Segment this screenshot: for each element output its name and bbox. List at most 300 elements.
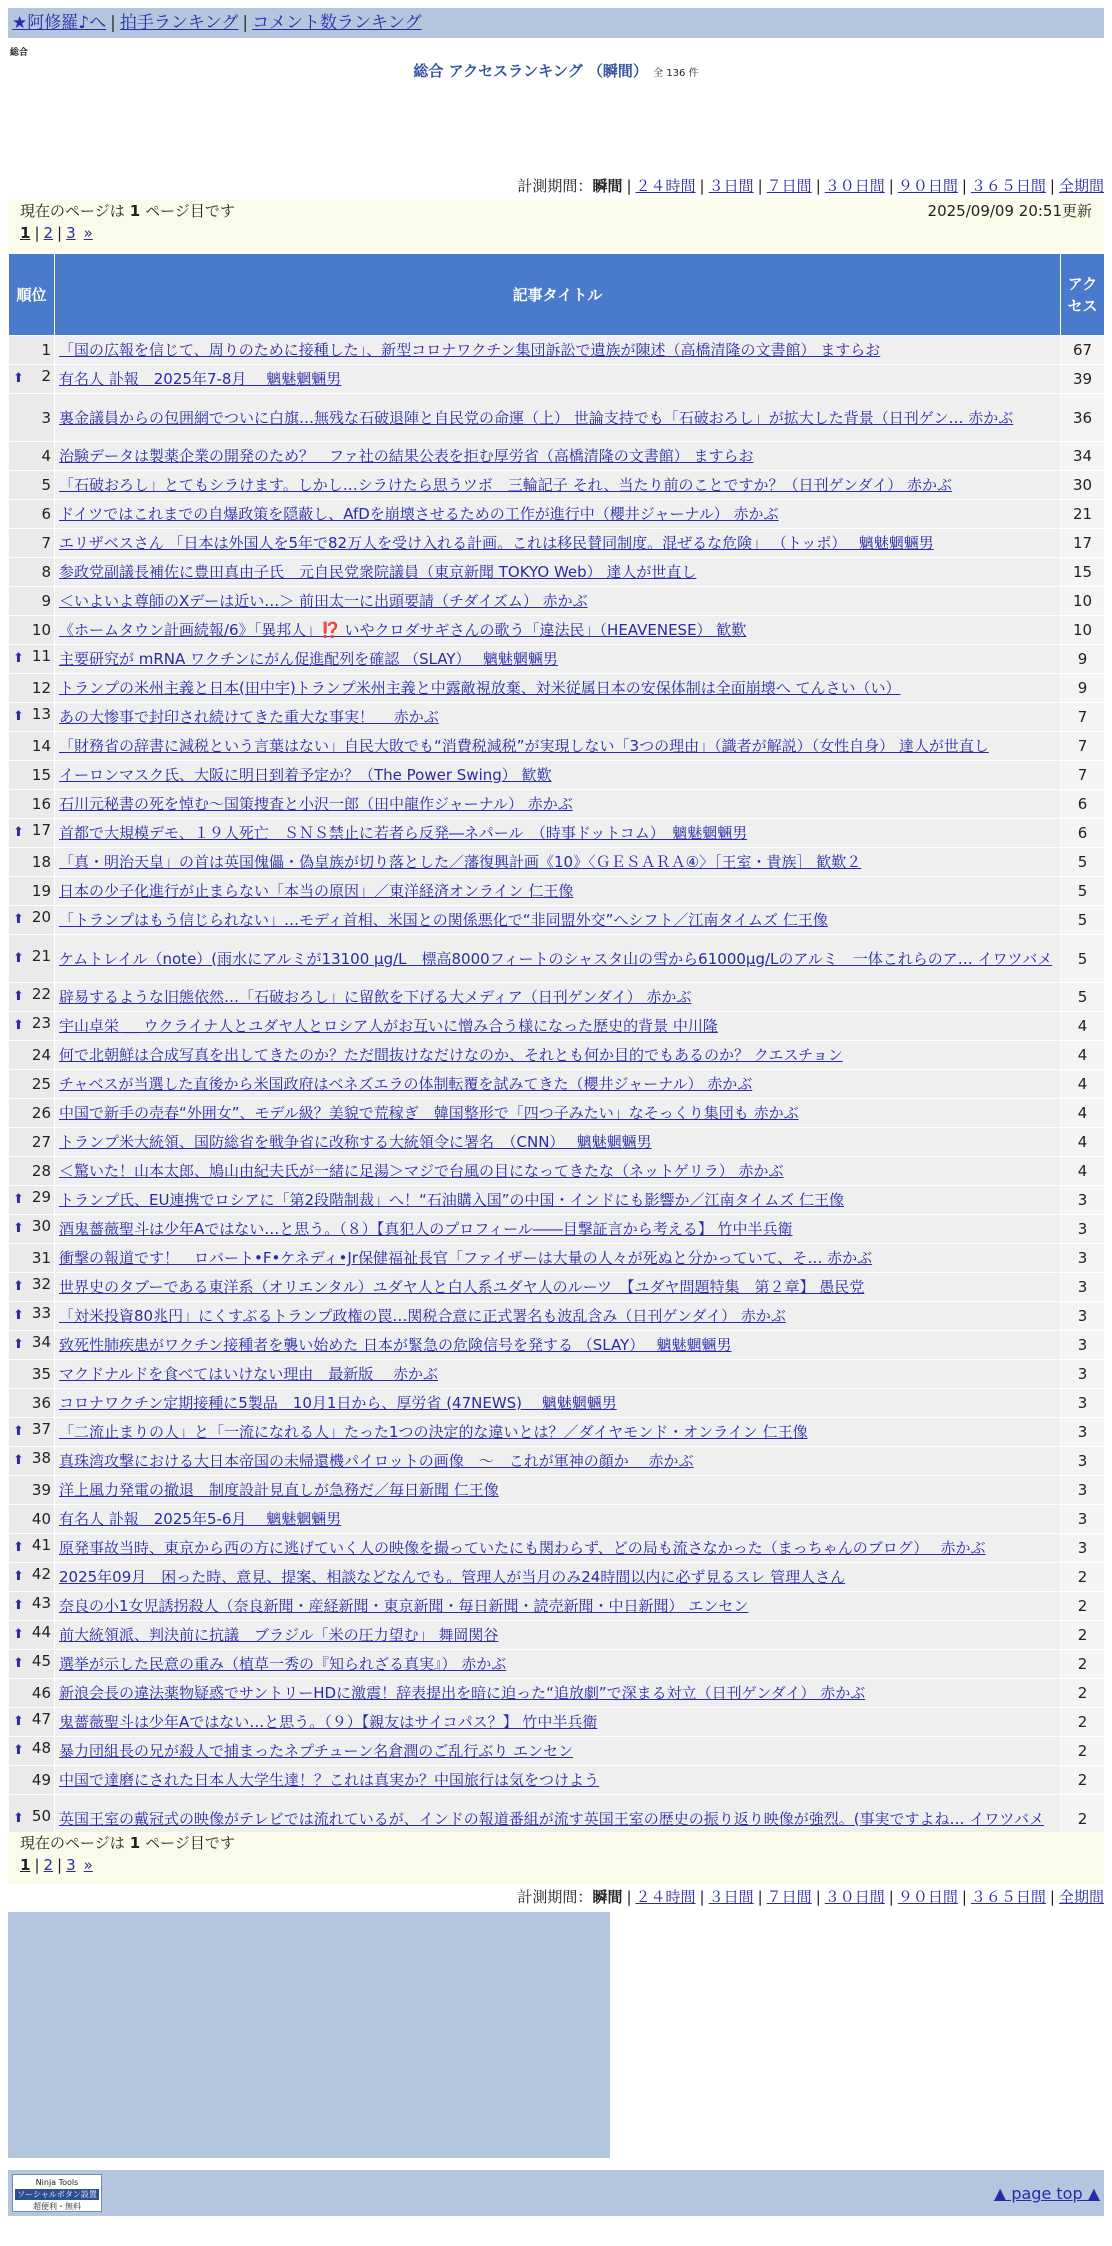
access-count: 3 bbox=[1061, 1534, 1105, 1563]
table-row bbox=[9, 732, 1105, 761]
article-link[interactable]: 石川元秘書の死を悼む〜国策捜査と小沢一郎（田中龍作ジャーナル） 赤かぶ bbox=[59, 795, 573, 813]
rank-up-icon: ⬆ bbox=[13, 950, 24, 966]
updated-timestamp: 2025/09/09 20:51更新 bbox=[927, 202, 1092, 220]
article-link[interactable]: マクドナルドを食べてはいけない理由 最新版 赤かぶ bbox=[59, 1365, 439, 1383]
article-link[interactable]: 治験データは製薬企業の開発のため？ ファ社の結果公表を拒む厚労省（高橋清隆の文書館） ますらお bbox=[59, 447, 754, 465]
rank-cell bbox=[9, 645, 55, 674]
page-link-4[interactable]: » bbox=[83, 224, 93, 242]
rank-cell bbox=[9, 1708, 55, 1737]
article-link[interactable]: 前大統領派、判決前に抗議 ブラジル「米の圧力望む」 舞岡関谷 bbox=[59, 1626, 499, 1644]
table-row bbox=[9, 471, 1105, 500]
rank-number: 29 bbox=[31, 1188, 51, 1206]
page-link-3[interactable]: 3 bbox=[66, 224, 76, 242]
rank-number: 39 bbox=[31, 1481, 51, 1499]
table-row bbox=[9, 1244, 1105, 1273]
rank-cell bbox=[9, 336, 55, 365]
top-period-7[interactable]: 全期間 bbox=[1058, 177, 1104, 195]
top-period-1[interactable]: ２４時間 bbox=[635, 177, 696, 195]
period-separator: | bbox=[699, 1888, 705, 1906]
rank-number: 41 bbox=[31, 1536, 51, 1554]
access-count: 3 bbox=[1061, 1389, 1105, 1418]
page-link-2[interactable]: 2 bbox=[43, 1856, 54, 1874]
rank-cell bbox=[9, 1418, 55, 1447]
access-count: 2 bbox=[1061, 1766, 1105, 1795]
article-link[interactable]: 衝撃の報道です！ ロバート•F•ケネディ•Jr保健福祉長官「ファイザーは大量の人々が死ぬと分かっていて、そ… 赤かぶ bbox=[59, 1249, 873, 1267]
table-row bbox=[9, 1679, 1105, 1708]
period-label: 計測期間： bbox=[517, 1888, 593, 1906]
bottom-period-2[interactable]: ３日間 bbox=[708, 1888, 754, 1906]
rank-cell bbox=[9, 1099, 55, 1128]
table-row bbox=[9, 674, 1105, 703]
access-count: 30 bbox=[1061, 471, 1105, 500]
header-access: アクセス bbox=[1061, 254, 1105, 336]
access-count: 9 bbox=[1061, 674, 1105, 703]
table-row bbox=[9, 1563, 1105, 1592]
bottom-period-1[interactable]: ２４時間 bbox=[635, 1888, 696, 1906]
table-row bbox=[9, 529, 1105, 558]
article-link[interactable]: 酒鬼薔薇聖斗は少年Aではない…と思う。（８）【真犯人のプロフィール――目撃証言から考える】 竹中半兵衛 bbox=[59, 1220, 793, 1238]
article-link[interactable]: 原発事故当時、東京から西の方に逃げていく人の映像を撮っていたにも関わらず、どの局も流さなかった（まっちゃんのブログ） 赤かぶ bbox=[59, 1539, 986, 1557]
rank-cell bbox=[9, 935, 55, 983]
article-link[interactable]: 「国の広報を信じて、周りのために接種した」、新型コロナワクチン集団訴訟で遺族が陳述（高橋清隆の文書館） ますらお bbox=[59, 341, 881, 359]
access-count: 2 bbox=[1061, 1621, 1105, 1650]
bottom-period-3[interactable]: ７日間 bbox=[766, 1888, 812, 1906]
access-count: 34 bbox=[1061, 442, 1105, 471]
rank-number: 25 bbox=[31, 1075, 51, 1093]
article-link[interactable]: 英国王室の戴冠式の映像がテレビでは流れているが、インドの報道番組が流す英国王室の歴史の振り返り映像が強烈。(事実ですよね… イワツバメ bbox=[59, 1809, 1045, 1828]
rank-number: 33 bbox=[31, 1304, 51, 1322]
article-link[interactable]: 参政党副議長補佐に豊田真由子氏 元自民党衆院議員（東京新聞 TOKYO Web） 達人が世直し bbox=[59, 563, 697, 581]
rank-number: 32 bbox=[31, 1275, 51, 1293]
bottom-period-4[interactable]: ３０日間 bbox=[824, 1888, 885, 1906]
table-row bbox=[9, 1128, 1105, 1157]
access-count: 21 bbox=[1061, 500, 1105, 529]
current-page-text bbox=[20, 200, 235, 222]
rank-cell bbox=[9, 616, 55, 645]
rank-number: 44 bbox=[31, 1623, 51, 1641]
rank-number: 23 bbox=[31, 1014, 51, 1032]
article-link[interactable]: 裏金議員からの包囲網でついに白旗…無残な石破退陣と自民党の命運（上） 世論支持でも「石破おろし」が拡大した背景（日刊ゲン… 赤かぶ bbox=[59, 408, 1014, 427]
title-cell bbox=[55, 732, 1061, 761]
rank-number: 2 bbox=[41, 367, 51, 385]
rank-up-icon: ⬆ bbox=[13, 912, 24, 927]
table-row bbox=[9, 1418, 1105, 1447]
rank-cell bbox=[9, 703, 55, 732]
rank-up-icon: ⬆ bbox=[13, 1540, 24, 1555]
article-link[interactable]: 選挙が示した民意の重み（植草一秀の『知られざる真実』） 赤かぶ bbox=[59, 1655, 507, 1673]
rank-number: 43 bbox=[31, 1594, 51, 1612]
title-cell bbox=[55, 587, 1061, 616]
rank-number: 30 bbox=[31, 1217, 51, 1235]
table-row bbox=[9, 1215, 1105, 1244]
rank-number: 10 bbox=[31, 621, 51, 639]
access-count: 3 bbox=[1061, 1186, 1105, 1215]
article-link[interactable]: 《ホームタウン計画続報/6》「異邦人」⁉️ いやクロダサギさんの歌う「違法民」（HEAVENESE） 歓歎 bbox=[59, 621, 747, 639]
title-cell bbox=[55, 1650, 1061, 1679]
article-link[interactable]: トランプの米州主義と日本(田中宇)トランプ米州主義と中露敵視放棄、対米従属日本の安保体制は全面崩壊へ てんさい（い） bbox=[59, 679, 901, 697]
title-cell bbox=[55, 1621, 1061, 1650]
rank-cell bbox=[9, 1128, 55, 1157]
access-count: 7 bbox=[1061, 732, 1105, 761]
rank-cell bbox=[9, 1186, 55, 1215]
article-link[interactable]: 致死性肺疾患がワクチン接種者を襲い始めた 日本が緊急の危険信号を発する （SLAY） 魑魅魍魎男 bbox=[59, 1336, 732, 1354]
table-row bbox=[9, 1592, 1105, 1621]
access-count: 6 bbox=[1061, 790, 1105, 819]
title-cell bbox=[55, 761, 1061, 790]
rank-cell bbox=[9, 1592, 55, 1621]
rank-cell bbox=[9, 1389, 55, 1418]
access-count: 3 bbox=[1061, 1331, 1105, 1360]
article-link[interactable]: 鬼薔薇聖斗は少年Aではない…と思う。（９）【親友はサイコパス？】 竹中半兵衛 bbox=[59, 1713, 598, 1731]
access-count: 3 bbox=[1061, 1215, 1105, 1244]
article-link[interactable]: ドイツではこれまでの自爆政策を隠蔽し、AfDを崩壊させるための工作が進行中（櫻井ジャーナル） 赤かぶ bbox=[59, 505, 779, 523]
table-row bbox=[9, 819, 1105, 848]
rank-number: 48 bbox=[31, 1739, 51, 1757]
title-cell bbox=[55, 1737, 1061, 1766]
article-link[interactable]: 「対米投資80兆円」にくすぶるトランプ政権の罠…関税合意に正式署名も波乱含み（日刊ゲンダイ） 赤かぶ bbox=[59, 1307, 786, 1325]
article-link[interactable]: 奈良の小1女児誘拐殺人（奈良新聞・産経新聞・東京新聞・毎日新聞・読売新聞・中日新聞） エンセン bbox=[59, 1597, 749, 1615]
title-cell bbox=[55, 819, 1061, 848]
article-link[interactable]: ＜驚いた！山本太郎、鳩山由紀夫氏が一緒に足湯＞マジで台風の目になってきたな（ネットゲリラ） 赤かぶ bbox=[59, 1162, 784, 1180]
access-count: 2 bbox=[1061, 1563, 1105, 1592]
badge-line2: ソーシャルボタン設置 bbox=[15, 2189, 99, 2200]
period-separator: | bbox=[888, 177, 894, 195]
article-link[interactable]: 「財務省の辞書に減税という言葉はない」自民大敗でも“消費税減税”が実現しない「3つの理由」（識者が解説）（女性自身） 達人が世直し bbox=[59, 737, 989, 755]
access-count: 17 bbox=[1061, 529, 1105, 558]
article-link[interactable]: 首都で大規模デモ、１９人死亡 ＳＮＳ禁止に若者ら反発―ネパール （時事ドットコム） 魑魅魍魎男 bbox=[59, 824, 748, 842]
rank-number: 3 bbox=[41, 408, 51, 427]
article-link[interactable]: 洋上風力発電の撤退 制度設計見直しが急務だ／毎日新聞 仁王像 bbox=[59, 1481, 499, 1499]
access-count: 9 bbox=[1061, 645, 1105, 674]
page-top-link[interactable]: ▲ page top ▲ bbox=[993, 2184, 1100, 2203]
period-separator: | bbox=[757, 1888, 763, 1906]
article-link[interactable]: 有名人 訃報 2025年7-8月 魑魅魍魎男 bbox=[59, 370, 342, 388]
access-count: 3 bbox=[1061, 1244, 1105, 1273]
access-count: 15 bbox=[1061, 558, 1105, 587]
article-link[interactable]: 新浪会長の違法薬物疑惑でサントリーHDに激震！辞表提出を暗に迫った“追放劇”で深まる対立（日刊ゲンダイ） 赤かぶ bbox=[59, 1684, 866, 1702]
rank-cell bbox=[9, 1737, 55, 1766]
rank-cell bbox=[9, 1360, 55, 1389]
title-cell bbox=[55, 1360, 1061, 1389]
rank-cell bbox=[9, 761, 55, 790]
rank-up-icon: ⬆ bbox=[13, 651, 24, 666]
title-cell bbox=[55, 848, 1061, 877]
rank-cell bbox=[9, 1621, 55, 1650]
period-separator: | bbox=[626, 177, 632, 195]
article-link[interactable]: 世界史のタブーである東洋系（オリエンタル）ユダヤ人と白人系ユダヤ人のルーツ 【ユダヤ問題特集 第２章】 愚民党 bbox=[59, 1278, 865, 1296]
title-cell bbox=[55, 1418, 1061, 1447]
table-row bbox=[9, 616, 1105, 645]
rank-number: 24 bbox=[31, 1046, 51, 1064]
table-row bbox=[9, 877, 1105, 906]
title-cell bbox=[55, 1563, 1061, 1592]
rank-cell bbox=[9, 983, 55, 1012]
rank-number: 15 bbox=[31, 766, 51, 784]
article-link[interactable]: 辟易するような旧態依然…「石破おろし」に留飲を下げる大メディア（日刊ゲンダイ） 赤かぶ bbox=[59, 988, 692, 1006]
access-count: 3 bbox=[1061, 1302, 1105, 1331]
rank-number: 37 bbox=[31, 1420, 51, 1438]
table-row bbox=[9, 1737, 1105, 1766]
article-link[interactable]: 「石破おろし」とてもシラけます。しかし…シラけたら思うツボ 三輪記子 それ、当たり前のことですか？（日刊ゲンダイ） 赤かぶ bbox=[59, 476, 953, 494]
table-row bbox=[9, 1041, 1105, 1070]
rank-cell bbox=[9, 1679, 55, 1708]
footer bbox=[8, 2170, 1104, 2216]
article-link[interactable]: あの大惨事で封印され続けてきた重大な事実！ 赤かぶ bbox=[59, 708, 439, 726]
rank-cell bbox=[9, 1215, 55, 1244]
bottom-period-6[interactable]: ３６５日間 bbox=[970, 1888, 1046, 1906]
title-cell bbox=[55, 906, 1061, 935]
rank-up-icon: ⬆ bbox=[13, 1192, 24, 1207]
top-period-4[interactable]: ３０日間 bbox=[824, 177, 885, 195]
pager-separator: | bbox=[34, 1856, 40, 1874]
rank-number: 7 bbox=[41, 534, 51, 552]
period-separator: | bbox=[699, 177, 705, 195]
top-period-6[interactable]: ３６５日間 bbox=[970, 177, 1046, 195]
rank-up-icon: ⬆ bbox=[13, 989, 24, 1004]
table-row bbox=[9, 1708, 1105, 1737]
rank-number: 40 bbox=[31, 1510, 51, 1528]
article-link[interactable]: 有名人 訃報 2025年5-6月 魑魅魍魎男 bbox=[59, 1510, 342, 1528]
rank-cell bbox=[9, 442, 55, 471]
access-count: 10 bbox=[1061, 587, 1105, 616]
title-cell bbox=[55, 790, 1061, 819]
article-link[interactable]: エリザベスさん 「日本は外国人を5年で82万人を受け入れる計画。これは移民賛同制度。混ぜるな危険」 （トッポ） 魑魅魍魎男 bbox=[59, 534, 934, 552]
rank-up-icon: ⬆ bbox=[13, 1598, 24, 1613]
access-count: 4 bbox=[1061, 1070, 1105, 1099]
nav-separator: | bbox=[110, 13, 116, 33]
header-title: 記事タイトル bbox=[55, 254, 1061, 336]
table-row bbox=[9, 1331, 1105, 1360]
period-separator: | bbox=[1049, 1888, 1055, 1906]
article-link[interactable]: チャベスが当選した直後から米国政府はベネズエラの体制転覆を試みてきた（櫻井ジャーナル） 赤かぶ bbox=[59, 1075, 753, 1093]
article-link[interactable]: 中国で達磨にされた日本人大学生達！？これは真実か？中国旅行は気をつけよう bbox=[59, 1771, 600, 1789]
access-count: 2 bbox=[1061, 1592, 1105, 1621]
table-row bbox=[9, 394, 1105, 442]
rank-cell bbox=[9, 1070, 55, 1099]
title-cell bbox=[55, 1186, 1061, 1215]
access-count: 3 bbox=[1061, 1273, 1105, 1302]
rank-cell bbox=[9, 1505, 55, 1534]
rank-up-icon: ⬆ bbox=[13, 1627, 24, 1642]
article-link[interactable]: 何で北朝鮮は合成写真を出してきたのか？ただ間抜けなだけなのか、それとも何か目的でもあるのか？ クエスチョン bbox=[59, 1046, 843, 1064]
table-row bbox=[9, 1766, 1105, 1795]
page-link-4[interactable]: » bbox=[83, 1856, 93, 1874]
access-count: 39 bbox=[1061, 365, 1105, 394]
article-link[interactable]: 日本の少子化進行が止まらない「本当の原因」／東洋経済オンライン 仁王像 bbox=[59, 882, 574, 900]
table-row bbox=[9, 365, 1105, 394]
article-link[interactable]: 中国で新手の売春“外囲女”、モデル級？美貌で荒稼ぎ 韓国整形で「四つ子みたい」なそっくり集団も 赤かぶ bbox=[59, 1104, 799, 1122]
rank-number: 18 bbox=[31, 853, 51, 871]
current-page-text bbox=[20, 1832, 235, 1854]
access-count: 10 bbox=[1061, 616, 1105, 645]
rank-cell bbox=[9, 819, 55, 848]
social-button-badge[interactable] bbox=[12, 2174, 102, 2212]
bottom-period-5[interactable]: ９０日間 bbox=[897, 1888, 958, 1906]
article-link[interactable]: コロナワクチン定期接種に5製品 10月1日から、厚労省 (47NEWS) 魑魅魍魎男 bbox=[59, 1394, 617, 1412]
rank-cell bbox=[9, 1534, 55, 1563]
pager-separator bbox=[76, 224, 84, 242]
title-text: 総合 アクセスランキング （瞬間） bbox=[413, 62, 648, 80]
table-row bbox=[9, 1389, 1105, 1418]
rank-number: 38 bbox=[31, 1449, 51, 1467]
page-link-1[interactable]: 1 bbox=[20, 224, 31, 242]
access-count: 5 bbox=[1061, 877, 1105, 906]
access-count: 4 bbox=[1061, 1128, 1105, 1157]
total-count: 全 136 件 bbox=[653, 68, 699, 79]
access-count: 5 bbox=[1061, 935, 1105, 983]
access-count: 2 bbox=[1061, 1679, 1105, 1708]
rank-number: 4 bbox=[41, 447, 51, 465]
title-cell bbox=[55, 1331, 1061, 1360]
table-row bbox=[9, 1070, 1105, 1099]
page-link-2[interactable]: 2 bbox=[43, 224, 54, 242]
asyura-home-link[interactable]: ★阿修羅♪へ bbox=[12, 13, 107, 33]
rank-cell bbox=[9, 1273, 55, 1302]
bottom-period-7[interactable]: 全期間 bbox=[1058, 1888, 1104, 1906]
rank-number: 21 bbox=[31, 946, 51, 965]
article-link[interactable]: トランプ米大統領、国防総省を戦争省に改称する大統領令に署名 （CNN） 魑魅魍魎男 bbox=[59, 1133, 652, 1151]
page-link-3[interactable]: 3 bbox=[66, 1856, 76, 1874]
access-count: 5 bbox=[1061, 848, 1105, 877]
title-cell bbox=[55, 1244, 1061, 1273]
applause-ranking-link[interactable]: 拍手ランキング bbox=[119, 13, 239, 33]
title-cell bbox=[55, 1476, 1061, 1505]
rank-cell bbox=[9, 790, 55, 819]
pager-separator: | bbox=[34, 224, 40, 242]
rank-number: 45 bbox=[31, 1652, 51, 1670]
table-row bbox=[9, 935, 1105, 983]
title-cell bbox=[55, 1389, 1061, 1418]
title-cell bbox=[55, 1679, 1061, 1708]
article-link[interactable]: トランプ氏、EU連携でロシアに「第2段階制裁」へ！“石油購入国”の中国・インドにも影響か／江南タイムズ 仁王像 bbox=[59, 1191, 845, 1209]
page-title bbox=[0, 60, 1112, 81]
rank-cell bbox=[9, 1302, 55, 1331]
top-period-5[interactable]: ９０日間 bbox=[897, 177, 958, 195]
title-cell bbox=[55, 1041, 1061, 1070]
top-period-2[interactable]: ３日間 bbox=[708, 177, 754, 195]
pager-top bbox=[8, 200, 1104, 252]
title-cell bbox=[55, 645, 1061, 674]
access-count: 3 bbox=[1061, 1418, 1105, 1447]
rank-number: 28 bbox=[31, 1162, 51, 1180]
rank-cell bbox=[9, 558, 55, 587]
top-navigation bbox=[8, 8, 1104, 38]
title-cell bbox=[55, 703, 1061, 732]
table-row bbox=[9, 1534, 1105, 1563]
article-link[interactable]: 「二流止まりの人」と「一流になれる人」たった1つの決定的な違いとは？／ダイヤモンド・オンライン 仁王像 bbox=[59, 1423, 808, 1441]
rank-cell bbox=[9, 529, 55, 558]
article-link[interactable]: イーロンマスク氏、大阪に明日到着予定か？（The Power Swing） 歓歎 bbox=[59, 766, 552, 784]
rank-number: 8 bbox=[41, 563, 51, 581]
article-link[interactable]: 真珠湾攻撃における大日本帝国の未帰還機パイロットの画像 〜 これが軍神の顔か 赤かぶ bbox=[59, 1452, 694, 1470]
title-cell bbox=[55, 877, 1061, 906]
rank-cell bbox=[9, 732, 55, 761]
rank-cell bbox=[9, 500, 55, 529]
article-link[interactable]: ＜いよいよ尊師のXデーは近い…＞ 前田太一に出頭要請（チダイズム） 赤かぶ bbox=[59, 592, 588, 610]
title-cell bbox=[55, 336, 1061, 365]
title-cell bbox=[55, 529, 1061, 558]
table-row bbox=[9, 1273, 1105, 1302]
access-count: 3 bbox=[1061, 1360, 1105, 1389]
title-cell bbox=[55, 1099, 1061, 1128]
rank-number: 42 bbox=[31, 1565, 51, 1583]
rank-cell bbox=[9, 1447, 55, 1476]
title-cell bbox=[55, 1302, 1061, 1331]
title-cell bbox=[55, 616, 1061, 645]
title-cell bbox=[55, 442, 1061, 471]
rank-number: 26 bbox=[31, 1104, 51, 1122]
header-rank: 順位 bbox=[9, 254, 55, 336]
rank-cell bbox=[9, 394, 55, 442]
rank-number: 22 bbox=[31, 985, 51, 1003]
table-row bbox=[9, 1447, 1105, 1476]
rank-up-icon: ⬆ bbox=[13, 1337, 24, 1352]
nav-separator: | bbox=[242, 13, 249, 33]
access-count: 2 bbox=[1061, 1737, 1105, 1766]
access-count: 6 bbox=[1061, 819, 1105, 848]
rank-up-icon: ⬆ bbox=[13, 1656, 24, 1671]
current-page-number: 1 bbox=[129, 1834, 141, 1852]
table-row bbox=[9, 703, 1105, 732]
current-page-suffix: ページ目です bbox=[145, 1834, 235, 1852]
access-count: 5 bbox=[1061, 906, 1105, 935]
rank-cell bbox=[9, 365, 55, 394]
access-count: 3 bbox=[1061, 1447, 1105, 1476]
table-row bbox=[9, 1099, 1105, 1128]
rank-up-icon: ⬆ bbox=[13, 1221, 24, 1236]
rank-number: 5 bbox=[41, 476, 51, 494]
rank-number: 14 bbox=[31, 737, 51, 755]
badge-line1: Ninja Tools bbox=[35, 2178, 79, 2187]
pager-bottom bbox=[8, 1832, 1104, 1884]
table-row bbox=[9, 500, 1105, 529]
rank-number: 16 bbox=[31, 795, 51, 813]
article-link[interactable]: 2025年09月 困った時、意見、提案、相談などなんでも。管理人が当月のみ24時間以内に必ず見るスレ 管理人さん bbox=[59, 1568, 846, 1586]
rank-number: 19 bbox=[31, 882, 51, 900]
article-link[interactable]: 主要研究が mRNA ワクチンにがん促進配列を確認 （SLAY） 魑魅魍魎男 bbox=[59, 650, 558, 668]
title-cell bbox=[55, 1070, 1061, 1099]
access-count: 67 bbox=[1061, 336, 1105, 365]
access-count: 3 bbox=[1061, 1505, 1105, 1534]
article-link[interactable]: 「真・明治天皇」の首は英国傀儡・偽皇族が切り落とした／藩復興計画《10》〈ＧＥＳＡＲＡ④〉［王室・貴族］ 歓歎２ bbox=[59, 853, 862, 871]
top-period-3[interactable]: ７日間 bbox=[766, 177, 812, 195]
rank-cell bbox=[9, 1650, 55, 1679]
table-row bbox=[9, 1476, 1105, 1505]
comment-ranking-link[interactable]: コメント数ランキング bbox=[252, 13, 422, 33]
rank-number: 27 bbox=[31, 1133, 51, 1151]
rank-up-icon: ⬆ bbox=[13, 1569, 24, 1584]
rank-up-icon: ⬆ bbox=[13, 1308, 24, 1323]
rank-up-icon: ⬆ bbox=[13, 1453, 24, 1468]
rank-cell bbox=[9, 877, 55, 906]
article-link[interactable]: 「トランプはもう信じられない」…モディ首相、米国との関係悪化で“非同盟外交”へシフト／江南タイムズ 仁王像 bbox=[59, 911, 828, 929]
table-row bbox=[9, 790, 1105, 819]
rank-cell bbox=[9, 1766, 55, 1795]
article-link[interactable]: ケムトレイル（note）(雨水にアルミが13100 μg/L 標高8000フィートのシャスタ山の雪から61000μg/Lのアルミ 一体これらのア… イワツバメ bbox=[59, 949, 1053, 968]
rank-number: 13 bbox=[31, 705, 51, 723]
access-count: 2 bbox=[1061, 1795, 1105, 1843]
article-link[interactable]: 宇山卓栄 ＿ ウクライナ人とユダヤ人とロシア人がお互いに憎み合う様になった歴史的背景 中川隆 bbox=[59, 1017, 718, 1035]
article-link[interactable]: 暴力団組長の兄が殺人で捕まったネプチューン名倉潤のご乱行ぶり エンセン bbox=[59, 1742, 574, 1760]
rank-number: 50 bbox=[31, 1806, 51, 1825]
ranking-table bbox=[8, 253, 1105, 1843]
title-cell bbox=[55, 1534, 1061, 1563]
rank-cell bbox=[9, 1244, 55, 1273]
period-separator: | bbox=[626, 1888, 632, 1906]
page-link-1[interactable]: 1 bbox=[20, 1856, 31, 1874]
period-separator: | bbox=[961, 177, 967, 195]
ad-area bbox=[8, 1912, 610, 2158]
